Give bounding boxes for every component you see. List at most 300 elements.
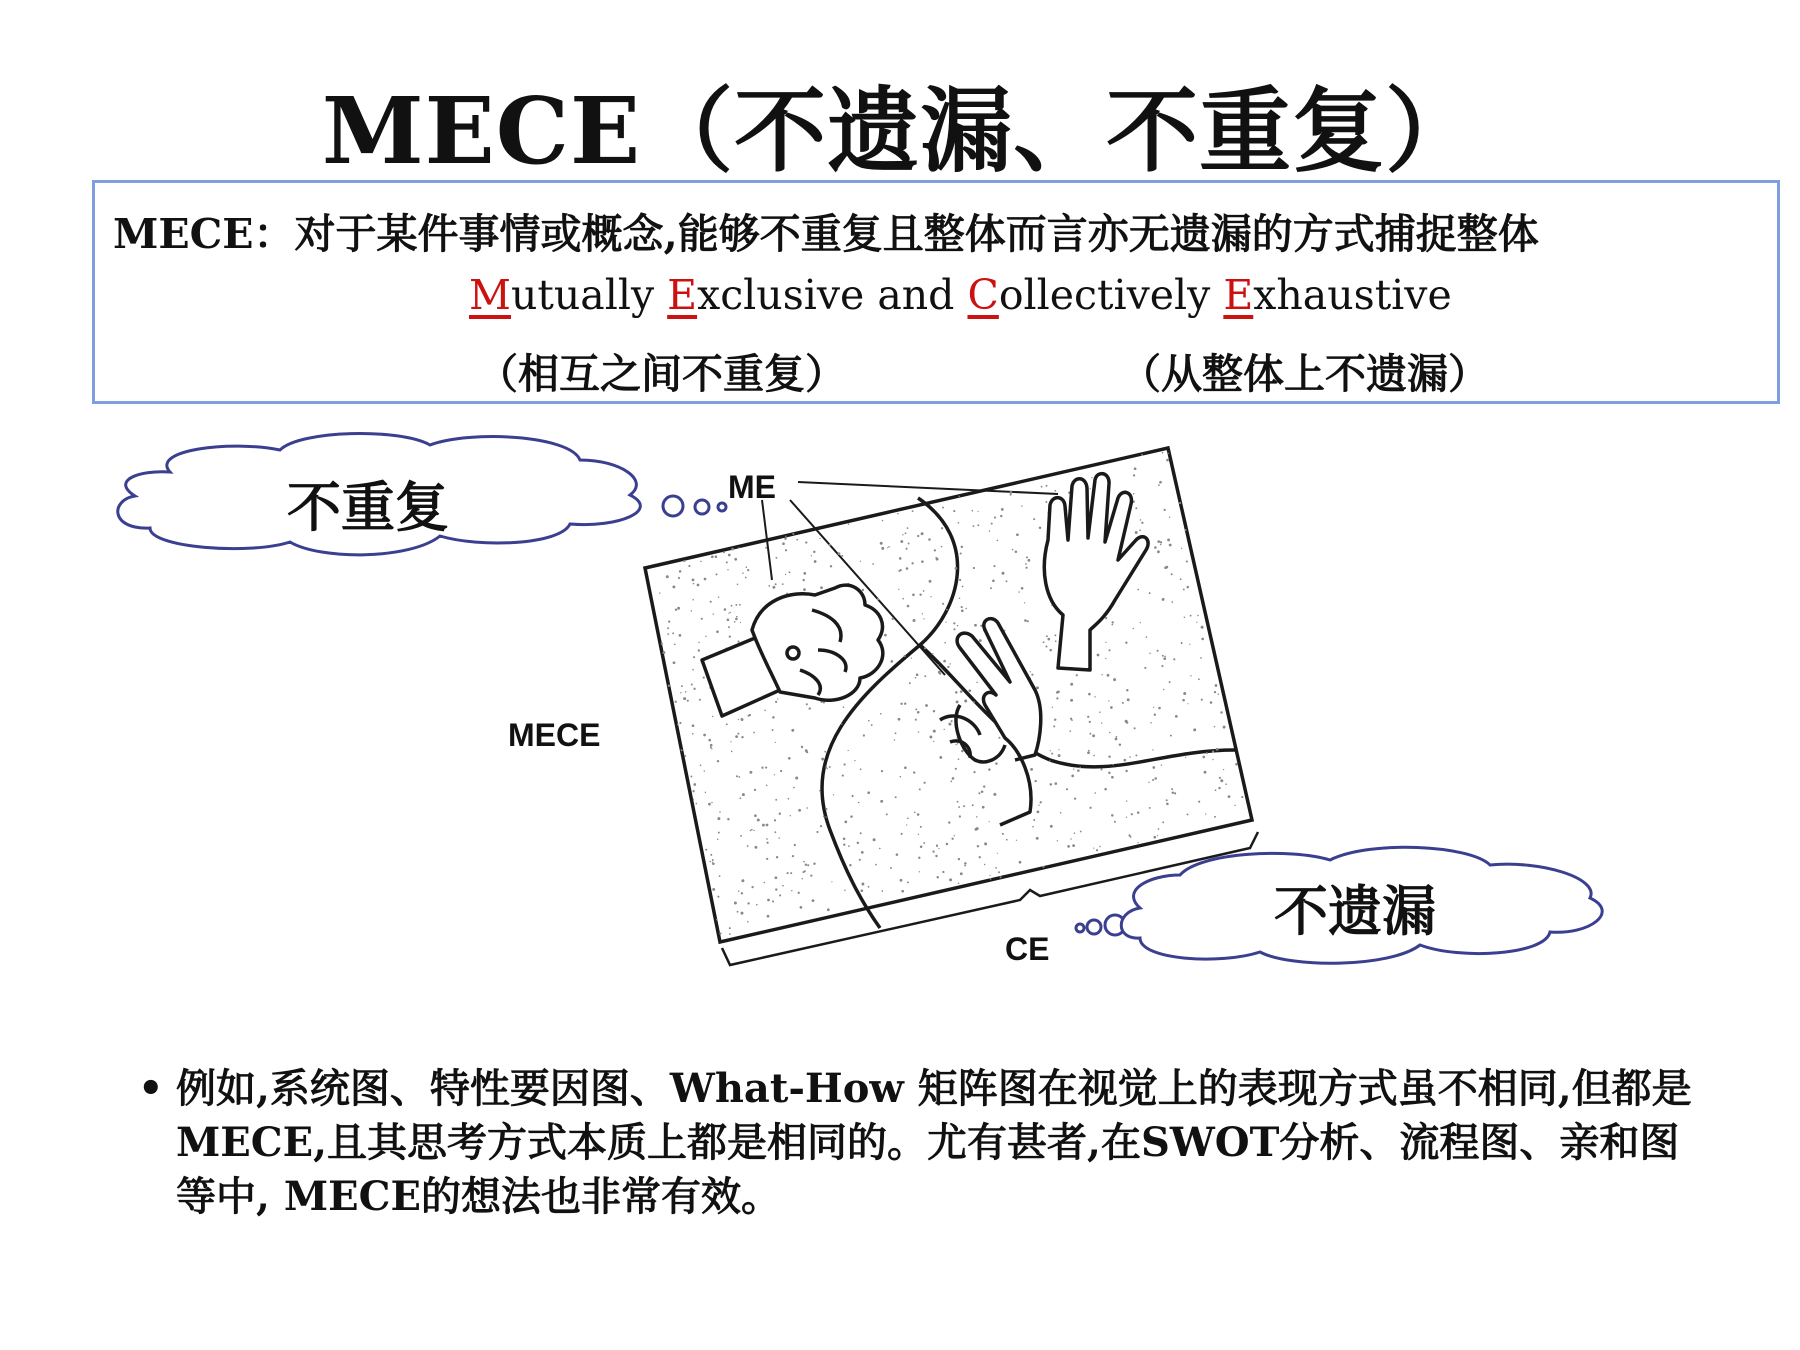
- stipple-dot: [921, 560, 924, 563]
- gloss-mutually-exclusive: （相互之间不重复）: [477, 350, 846, 398]
- stipple-dot: [1135, 507, 1137, 509]
- stipple-dot: [779, 894, 781, 896]
- stipple-dot: [693, 656, 695, 658]
- stipple-dot: [700, 764, 702, 766]
- stipple-dot: [900, 703, 902, 705]
- stipple-dot: [914, 811, 916, 813]
- stipple-dot: [1129, 756, 1131, 758]
- stipple-dot: [798, 809, 801, 812]
- stipple-dot: [997, 540, 999, 542]
- stipple-dot: [992, 580, 995, 583]
- stipple-dot: [854, 760, 855, 761]
- stipple-dot: [1055, 782, 1058, 785]
- stipple-dot: [977, 845, 979, 847]
- stipple-dot: [1193, 728, 1196, 731]
- stipple-dot: [1212, 750, 1214, 752]
- stipple-dot: [848, 845, 850, 847]
- stipple-dot: [688, 565, 690, 567]
- stipple-dot: [787, 872, 789, 874]
- stipple-dot: [792, 855, 794, 857]
- stipple-dot: [812, 899, 815, 902]
- stipple-dot: [1049, 760, 1050, 761]
- stipple-dot: [789, 571, 791, 573]
- stipple-dot: [1201, 626, 1204, 629]
- stipple-dot: [1157, 540, 1160, 543]
- stipple-dot: [968, 689, 971, 692]
- stipple-dot: [739, 604, 741, 606]
- stipple-dot: [738, 719, 739, 720]
- stipple-dot: [1087, 751, 1090, 754]
- stipple-dot: [780, 770, 782, 772]
- stipple-dot: [912, 510, 914, 512]
- stipple-dot: [859, 859, 861, 861]
- stipple-dot: [890, 867, 892, 869]
- stipple-dot: [998, 737, 1000, 739]
- stipple-dot: [1108, 700, 1109, 701]
- stipple-dot: [943, 660, 946, 663]
- stipple-dot: [1115, 738, 1118, 741]
- stipple-dot: [1072, 844, 1075, 847]
- stipple-dot: [882, 520, 884, 522]
- stipple-dot: [941, 527, 943, 529]
- stipple-dot: [788, 798, 790, 800]
- stipple-dot: [960, 872, 963, 875]
- stipple-dot: [958, 758, 960, 760]
- stipple-dot: [766, 858, 768, 860]
- stipple-dot: [803, 579, 805, 581]
- stipple-dot: [782, 583, 784, 585]
- stipple-dot: [901, 833, 903, 835]
- stipple-dot: [917, 813, 920, 816]
- stipple-dot: [918, 731, 919, 732]
- stipple-dot: [1235, 763, 1238, 766]
- stipple-dot: [1056, 691, 1058, 693]
- stipple-dot: [1218, 693, 1219, 694]
- stipple-dot: [731, 605, 733, 607]
- stipple-dot: [844, 890, 845, 891]
- stipple-dot: [738, 890, 739, 891]
- stipple-dot: [1166, 803, 1169, 806]
- stipple-dot: [955, 691, 958, 694]
- stipple-dot: [1220, 779, 1223, 782]
- stipple-dot: [819, 790, 820, 791]
- stipple-dot: [729, 927, 731, 929]
- stipple-dot: [1166, 459, 1169, 462]
- stipple-dot: [1107, 674, 1110, 677]
- stipple-dot: [958, 858, 960, 860]
- stipple-dot: [1146, 636, 1148, 638]
- stipple-dot: [692, 733, 694, 735]
- stipple-dot: [907, 817, 909, 819]
- stipple-dot: [674, 643, 676, 645]
- stipple-dot: [774, 774, 775, 775]
- acronym-expansion: [469, 271, 1452, 319]
- initial-e-1: E: [667, 271, 698, 319]
- stipple-dot: [928, 538, 931, 541]
- stipple-dot: [863, 734, 865, 736]
- stipple-dot: [736, 616, 738, 618]
- stipple-dot: [782, 885, 784, 887]
- stipple-dot: [1019, 861, 1022, 864]
- stipple-dot: [1046, 485, 1048, 487]
- stipple-dot: [1024, 602, 1025, 603]
- stipple-dot: [1225, 783, 1227, 785]
- stipple-dot: [723, 551, 725, 553]
- stipple-dot: [1074, 797, 1076, 799]
- stipple-dot: [775, 876, 778, 879]
- stipple-dot: [1025, 563, 1027, 565]
- stipple-dot: [738, 776, 740, 778]
- stipple-dot: [775, 557, 777, 559]
- stipple-dot: [661, 643, 663, 645]
- stipple-dot: [1133, 628, 1134, 629]
- stipple-dot: [1001, 508, 1004, 511]
- stipple-dot: [747, 845, 749, 847]
- stipple-dot: [937, 664, 939, 666]
- stipple-dot: [741, 736, 743, 738]
- stipple-dot: [679, 722, 681, 724]
- stipple-dot: [958, 883, 959, 884]
- stipple-dot: [709, 861, 711, 863]
- stipple-dot: [942, 603, 944, 605]
- stipple-dot: [672, 632, 674, 634]
- stipple-dot: [1000, 876, 1002, 878]
- stipple-dot: [1091, 477, 1092, 478]
- stipple-dot: [814, 560, 817, 563]
- stipple-dot: [1051, 753, 1053, 755]
- stipple-dot: [935, 855, 937, 857]
- stipple-dot: [1158, 484, 1160, 486]
- cloud-bottom-bubble-2: [1087, 920, 1101, 934]
- stipple-dot: [804, 870, 806, 872]
- stipple-dot: [1169, 681, 1171, 683]
- stipple-dot: [737, 641, 739, 643]
- stipple-dot: [681, 685, 683, 687]
- stipple-dot: [1040, 801, 1042, 803]
- stipple-dot: [1100, 768, 1102, 770]
- stipple-dot: [1089, 807, 1091, 809]
- stipple-dot: [850, 815, 853, 818]
- stipple-dot: [704, 770, 705, 771]
- stipple-dot: [902, 598, 904, 600]
- stipple-dot: [924, 675, 926, 677]
- stipple-dot: [917, 535, 919, 537]
- stipple-dot: [1158, 828, 1160, 830]
- stipple-dot: [1126, 817, 1127, 818]
- stipple-dot: [1197, 615, 1199, 617]
- stipple-dot: [1220, 711, 1222, 713]
- stipple-dot: [1173, 658, 1175, 660]
- stipple-dot: [1163, 657, 1166, 660]
- stipple-dot: [879, 848, 881, 850]
- stipple-dot: [939, 673, 941, 675]
- stipple-dot: [1090, 488, 1091, 489]
- stipple-dot: [1214, 726, 1216, 728]
- stipple-dot: [1164, 567, 1167, 570]
- stipple-dot: [900, 879, 903, 882]
- stipple-dot: [1198, 801, 1200, 803]
- stipple-dot: [872, 563, 874, 565]
- stipple-dot: [762, 824, 765, 827]
- stipple-dot: [772, 729, 774, 731]
- stipple-dot: [1093, 755, 1095, 757]
- stipple-dot: [719, 875, 721, 877]
- stipple-dot: [941, 546, 943, 548]
- stipple-dot: [907, 605, 910, 608]
- stipple-dot: [899, 557, 902, 560]
- stipple-dot: [1042, 866, 1044, 868]
- stipple-dot: [1149, 807, 1151, 809]
- stipple-dot: [955, 744, 956, 745]
- stipple-dot: [677, 607, 680, 610]
- stipple-dot: [1033, 518, 1035, 520]
- stipple-dot: [726, 561, 728, 563]
- stipple-dot: [973, 771, 975, 773]
- stipple-dot: [712, 888, 715, 891]
- stipple-dot: [747, 902, 749, 904]
- stipple-dot: [672, 585, 675, 588]
- stipple-dot: [728, 613, 729, 614]
- stipple-dot: [1164, 656, 1166, 658]
- stipple-dot: [775, 583, 777, 585]
- stipple-dot: [1033, 819, 1035, 821]
- stipple-dot: [918, 857, 920, 859]
- stipple-dot: [959, 815, 961, 817]
- page-title: MECE（不遗漏、不重复）: [321, 77, 1479, 185]
- stipple-dot: [820, 586, 823, 589]
- stipple-dot: [772, 716, 775, 719]
- word-rest-exclusive: xclusive: [697, 271, 865, 319]
- stipple-dot: [1174, 792, 1176, 794]
- stipple-dot: [1228, 795, 1231, 798]
- stipple-dot: [1000, 515, 1002, 517]
- stipple-dot: [1039, 527, 1042, 530]
- stipple-dot: [1035, 780, 1037, 782]
- stipple-dot: [1037, 811, 1040, 814]
- word-rest-exhaustive: xhaustive: [1253, 271, 1452, 319]
- stipple-dot: [785, 549, 787, 551]
- stipple-dot: [775, 888, 777, 890]
- stipple-dot: [923, 590, 925, 592]
- stipple-dot: [844, 763, 846, 765]
- stipple-dot: [790, 815, 791, 816]
- stipple-dot: [745, 577, 747, 579]
- stipple-dot: [796, 539, 798, 541]
- stipple-dot: [803, 861, 805, 863]
- stipple-dot: [1111, 776, 1114, 779]
- stipple-dot: [823, 816, 825, 818]
- stipple-dot: [1183, 692, 1186, 695]
- stipple-dot: [700, 561, 702, 563]
- stipple-dot: [917, 711, 920, 714]
- cloud-bottom-bubble-1: [1076, 924, 1084, 932]
- stipple-dot: [708, 739, 711, 742]
- stipple-dot: [1166, 799, 1168, 801]
- stipple-dot: [747, 921, 749, 923]
- stipple-dot: [933, 741, 934, 742]
- stipple-dot: [747, 569, 749, 571]
- definition-box: [92, 180, 1780, 404]
- stipple-dot: [916, 673, 919, 676]
- stipple-dot: [1175, 715, 1178, 718]
- stipple-dot: [1185, 529, 1187, 531]
- stipple-dot: [1089, 733, 1091, 735]
- stipple-dot: [705, 849, 707, 851]
- stipple-dot: [900, 540, 903, 543]
- stipple-dot: [906, 567, 909, 570]
- stipple-dot: [1241, 796, 1243, 798]
- stipple-dot: [1054, 634, 1056, 636]
- stipple-dot: [1074, 832, 1076, 834]
- stipple-dot: [1101, 722, 1102, 723]
- stipple-dot: [960, 690, 963, 693]
- stipple-dot: [695, 803, 697, 805]
- stipple-dot: [1135, 531, 1138, 534]
- stipple-dot: [679, 570, 682, 573]
- stipple-dot: [961, 609, 964, 612]
- stipple-dot: [948, 723, 951, 726]
- stipple-dot: [729, 635, 731, 637]
- stipple-dot: [1133, 474, 1135, 476]
- stipple-dot: [1018, 591, 1020, 593]
- stipple-dot: [1114, 821, 1116, 823]
- stipple-dot: [790, 872, 792, 874]
- stipple-dot: [718, 832, 720, 834]
- stipple-dot: [848, 750, 849, 751]
- stipple-dot: [788, 757, 791, 760]
- stipple-dot: [919, 788, 921, 790]
- stipple-dot: [919, 594, 921, 596]
- stipple-dot: [1026, 556, 1028, 558]
- stipple-dot: [680, 692, 681, 693]
- stipple-dot: [1185, 757, 1186, 758]
- stipple-dot: [685, 691, 687, 693]
- stipple-dot: [807, 864, 809, 866]
- stipple-dot: [754, 789, 756, 791]
- stipple-dot: [806, 807, 808, 809]
- stipple-dot: [679, 634, 682, 637]
- stipple-dot: [730, 612, 731, 613]
- stipple-dot: [860, 561, 861, 562]
- stipple-dot: [795, 777, 798, 780]
- stipple-dot: [1214, 691, 1216, 693]
- stipple-dot: [775, 799, 777, 801]
- stipple-dot: [915, 708, 917, 710]
- stipple-dot: [794, 844, 796, 846]
- stipple-dot: [757, 819, 760, 822]
- stipple-dot: [813, 551, 815, 553]
- stipple-dot: [957, 801, 959, 803]
- stipple-dot: [753, 732, 755, 734]
- label-ce: CE: [1005, 931, 1050, 967]
- stipple-dot: [691, 610, 693, 612]
- stipple-dot: [1089, 721, 1091, 723]
- stipple-dot: [800, 906, 803, 909]
- stipple-dot: [776, 856, 778, 858]
- stipple-dot: [726, 723, 728, 725]
- stipple-dot: [1070, 683, 1073, 686]
- stipple-dot: [1184, 617, 1186, 619]
- stipple-dot: [806, 703, 808, 705]
- stipple-dot: [961, 606, 963, 608]
- stipple-dot: [1148, 782, 1149, 783]
- stipple-dot: [1127, 698, 1130, 701]
- stipple-dot: [803, 588, 806, 591]
- stipple-dot: [1152, 779, 1154, 781]
- stipple-dot: [964, 865, 966, 867]
- stipple-dot: [902, 534, 903, 535]
- stipple-dot: [754, 814, 757, 817]
- stipple-dot: [824, 751, 826, 753]
- label-me: ME: [728, 469, 776, 505]
- bullet-point: [138, 1062, 1698, 1224]
- stipple-dot: [959, 579, 961, 581]
- stipple-dot: [819, 538, 820, 539]
- stipple-dot: [857, 842, 859, 844]
- stipple-dot: [929, 580, 932, 583]
- stipple-dot: [768, 585, 770, 587]
- stipple-dot: [666, 575, 669, 578]
- stipple-dot: [756, 904, 758, 906]
- stipple-dot: [678, 577, 680, 579]
- stipple-dot: [958, 522, 960, 524]
- stipple-dot: [668, 684, 670, 686]
- stipple-dot: [867, 791, 870, 794]
- stipple-dot: [875, 864, 877, 866]
- stipple-dot: [884, 634, 887, 637]
- stipple-dot: [896, 853, 899, 856]
- stipple-dot: [673, 661, 676, 664]
- open-hand-shape: [1044, 474, 1148, 670]
- stipple-dot: [1080, 831, 1082, 833]
- stipple-dot: [1159, 481, 1162, 484]
- stipple-dot: [988, 768, 990, 770]
- stipple-dot: [920, 826, 922, 828]
- stipple-dot: [772, 900, 774, 902]
- gloss-collectively-exhaustive: （从整体上不遗漏）: [1120, 350, 1489, 398]
- stipple-dot: [887, 547, 888, 548]
- stipple-dot: [687, 700, 689, 702]
- stipple-dot: [805, 541, 807, 543]
- stipple-dot: [1079, 767, 1081, 769]
- stipple-dot: [1041, 486, 1043, 488]
- stipple-dot: [1200, 657, 1202, 659]
- cloud-bottom-text: 不遗漏: [1274, 880, 1436, 943]
- stipple-dot: [957, 625, 958, 626]
- stipple-dot: [946, 843, 949, 846]
- stipple-dot: [690, 776, 692, 778]
- stipple-dot: [1073, 769, 1074, 770]
- stipple-dot: [1190, 615, 1192, 617]
- stipple-dot: [1141, 522, 1143, 524]
- stipple-dot: [1223, 726, 1226, 729]
- stipple-dot: [1088, 693, 1091, 696]
- stipple-dot: [1130, 836, 1132, 838]
- stipple-dot: [738, 547, 739, 548]
- stipple-dot: [942, 871, 944, 873]
- stipple-dot: [1171, 601, 1173, 603]
- stipple-dot: [989, 821, 990, 822]
- stipple-dot: [765, 547, 767, 549]
- stipple-dot: [739, 797, 741, 799]
- stipple-dot: [1131, 813, 1133, 815]
- stipple-dot: [955, 567, 958, 570]
- stipple-dot: [675, 608, 677, 610]
- initial-m: M: [469, 271, 511, 319]
- stipple-dot: [731, 751, 733, 753]
- stipple-dot: [821, 758, 824, 761]
- stipple-dot: [990, 878, 992, 880]
